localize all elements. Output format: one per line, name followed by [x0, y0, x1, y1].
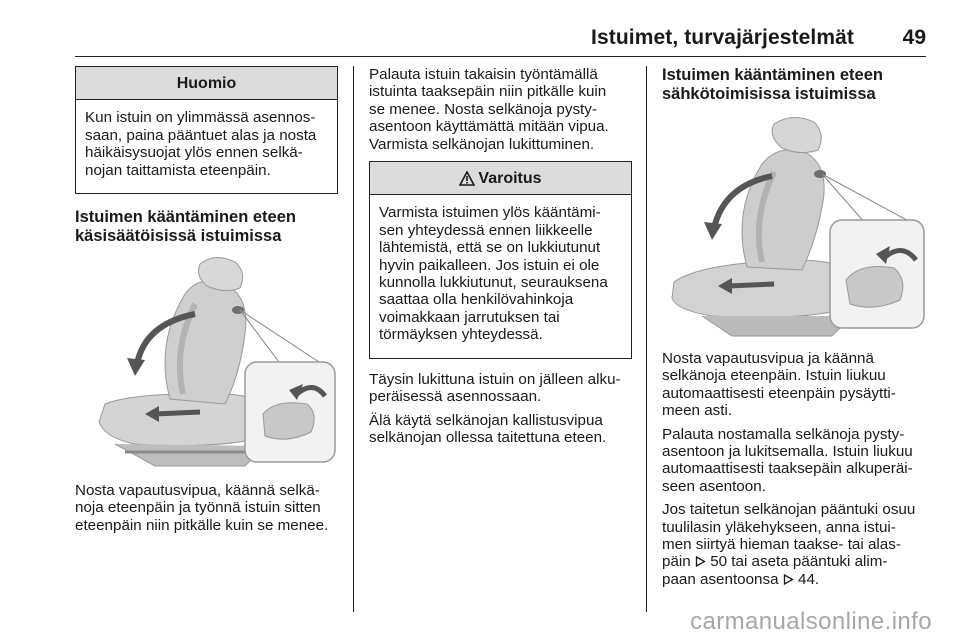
manual-seat-fold-illustration: [75, 254, 338, 470]
warning-line: törmäyksen yhteydessä.: [379, 326, 543, 344]
heading-line: Istuimen kääntäminen eteen: [75, 208, 296, 226]
text-line-with-reference: [662, 553, 926, 570]
power-fold-paragraph: [662, 350, 926, 420]
column-2: [369, 66, 632, 447]
text-fragment: päin: [662, 553, 691, 571]
headrest-paragraph: [662, 501, 926, 588]
text-line-with-reference: [662, 571, 926, 588]
column-3: [662, 66, 926, 588]
text-line: Varmista selkänojan lukittuminen.: [369, 135, 595, 153]
power-restore-paragraph: [662, 426, 926, 496]
warning-triangle-icon: [459, 171, 475, 186]
section-heading-power: [662, 66, 926, 104]
lever-paragraph: [369, 412, 632, 447]
text-line: Täysin lukittuna istuin on jälleen alku-: [369, 371, 621, 389]
note-title: Huomio: [76, 67, 337, 100]
page-header: [75, 22, 926, 57]
text-line: Älä käytä selkänojan kallistusvipua: [369, 411, 603, 429]
page-number: 49: [902, 26, 926, 49]
warning-body: [370, 195, 631, 352]
text-line: meen asti.: [662, 402, 733, 420]
heading-line: käsisäätöisissä istuimissa: [75, 227, 282, 245]
text-line: selkänojan ollessa taitettuna eteen.: [369, 429, 607, 447]
restore-paragraph: [369, 66, 632, 153]
heading-line: Istuimen kääntäminen eteen: [662, 66, 883, 84]
page-reference-link[interactable]: 50 tai aseta pääntuki alim-: [710, 553, 888, 571]
note-box: [75, 66, 338, 194]
manual-fold-paragraph: [75, 482, 338, 534]
text-line: men siirtyä hieman taakse- tai alas-: [662, 536, 901, 554]
text-line: asentoon käyttämättä mitään vipua.: [369, 118, 609, 136]
warning-box: [369, 161, 632, 359]
column-divider: [353, 66, 354, 612]
column-1: [75, 66, 338, 534]
text-line: Nosta vapautusvipua, käännä selkä-: [75, 482, 320, 499]
text-line: tuulilasin yläkehykseen, anna istui-: [662, 518, 896, 536]
text-line: selkänoja eteenpäin. Istuin liukuu: [662, 367, 886, 385]
text-line: istuinta taaksepäin niin pitkälle kuin: [369, 83, 607, 101]
text-line: peräisessä asennossaan.: [369, 388, 542, 406]
text-line: automaattisesti eteenpäin pysäytti-: [662, 384, 896, 402]
note-line: Kun istuin on ylimmässä asennos-: [85, 109, 316, 127]
warning-line: hyvin paikalleen. Jos istuin ei ole: [379, 256, 600, 274]
heading-line: sähkötoimisissa istuimissa: [662, 85, 876, 103]
warning-line: kunnolla lukkiutunut, seurauksena: [379, 274, 608, 292]
warning-line: sen yhteydessä ennen liikkeelle: [379, 221, 593, 239]
text-line: Jos taitetun selkänojan pääntuki osuu: [662, 501, 916, 519]
note-line: nojan taittamista eteenpäin.: [85, 161, 271, 179]
warning-title: Varoitus: [478, 170, 542, 188]
note-line: saan, paina pääntuet alas ja nosta: [85, 126, 317, 144]
text-line: Palauta nostamalla selkänoja pysty-: [662, 425, 905, 443]
locked-paragraph: [369, 371, 632, 406]
text-line: Nosta vapautusvipua ja käännä: [662, 350, 874, 367]
text-line: noja eteenpäin ja työnnä istuin sitten: [75, 499, 321, 517]
text-line: Palauta istuin takaisin työntämällä: [369, 66, 598, 83]
page-reference-arrow-icon[interactable]: [783, 574, 794, 585]
text-line: se menee. Nosta selkänoja pysty-: [369, 100, 597, 118]
page-reference-arrow-icon[interactable]: [695, 556, 706, 567]
warning-line: saattaa olla henkilövahinkoja: [379, 291, 574, 309]
page-title: Istuimet, turvajärjestelmät: [591, 26, 854, 49]
watermark: carmanualsonline.info: [690, 608, 932, 635]
note-line: häikäisysuojat ylös ennen selkä-: [85, 144, 303, 162]
text-line: automaattisesti taaksepäin alkuperäi-: [662, 460, 913, 478]
text-line: eteenpäin niin pitkälle kuin se menee.: [75, 516, 329, 534]
page-reference-link[interactable]: 44.: [798, 570, 820, 588]
warning-line: voimakkaan jarrutuksen tai: [379, 308, 560, 326]
text-line: asentoon ja lukitsemalla. Istuin liukuu: [662, 443, 913, 461]
column-divider: [646, 66, 647, 612]
section-heading-manual: [75, 208, 338, 246]
note-body: [76, 100, 337, 188]
warning-line: lähtemistä, että se on lukkiutunut: [379, 239, 601, 257]
warning-title-bar: [370, 162, 631, 195]
power-seat-fold-illustration: [662, 112, 925, 338]
warning-line: Varmista istuimen ylös kääntämi-: [379, 204, 601, 222]
text-line: seen asentoon.: [662, 477, 766, 495]
text-fragment: paan asentoonsa: [662, 570, 779, 588]
